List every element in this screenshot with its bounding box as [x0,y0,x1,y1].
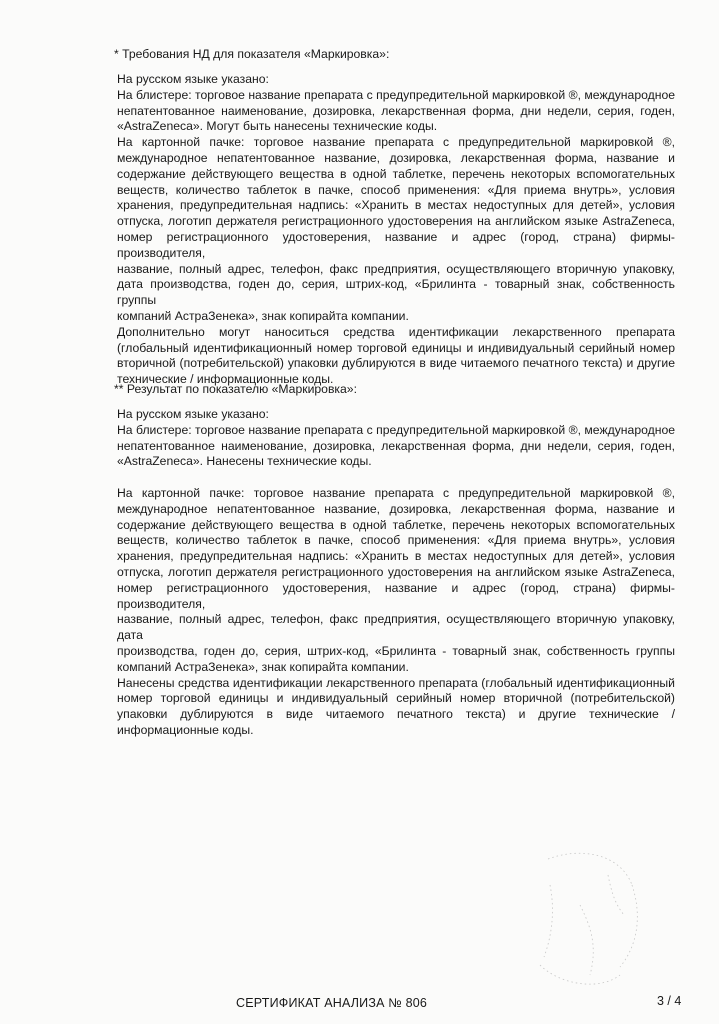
requirements-intro: На русском языке указано: [117,72,269,86]
results-blister-paragraph: На блистере: торговое название препарата с предупредительной маркировкой ®, международное непатентованное наименование, дозировка, лекарственная форма, дни недели, серия, годен, «AstraZeneca». Нанесены технические коды. [117,422,675,469]
faint-stamp-mark [520,845,650,995]
results-section [117,407,675,470]
requirements-heading: * Требования НД для показателя «Маркировка»: [114,47,390,61]
requirements-additional-paragraph: Дополнительно могут наноситься средства идентификации лекарственного препарата (глобальный идентификационный номер торговой единицы и индивидуальный серийный номер вторичной (потребительской) упаковки дублируются в виде читаемого печатного текста) и другие технические / информационные коды. [117,324,675,387]
requirements-section [117,72,675,388]
results-applied-paragraph: Нанесены средства идентификации лекарственного препарата (глобальный идентификационный номер торговой единицы и индивидуальный серийный номер вторичной (потребительской) упаковки дублируются в виде читаемого печатного текста) и другие технические / информационные коды. [117,675,675,737]
results-carton-paragraph: На картонной пачке: торговое название препарата с предупредительной маркировкой ®, международное непатентованное название, дозировка, лекарственная форма, название и содержание действующего вещества в одной таблетке, перечень некоторых вспомогательных веществ, количество таблеток в пачке, способ применения: «Для приема внутрь», условия хранения, предупредительная надпись: «Хранить в местах недоступных для детей», условия отпуска, логотип держателя регистрационного удостоверения на английском языке AstraZeneca, номер регистрационного удостоверения, название и адрес (город, страна) фирмы-производителя, название, полный адрес, телефон, факс предприятия, осуществляющего вторичную упаковку, дата производства, годен до, серия, штрих-код, «Брилинта - товарный знак, собственность группы компаний АстраЗенека», знак копирайта компании. [117,486,675,674]
requirements-blister-paragraph: На блистере: торговое название препарата с предупредительной маркировкой ®, международное непатентованное наименование, дозировка, лекарственная форма, дни недели, серия, годен, «AstraZeneca». Могут быть нанесены технические коды. [117,87,675,134]
certificate-title: СЕРТИФИКАТ АНАЛИЗА № 806 [236,996,428,1010]
results-intro: На русском языке указано: [117,407,269,421]
results-heading: ** Результат по показателю «Маркировка»: [114,382,357,396]
requirements-carton-paragraph: На картонной пачке: торговое название препарата с предупредительной маркировкой ®, международное непатентованное название, дозировка, лекарственная форма, название и содержание действующего вещества в одной таблетке, перечень некоторых вспомогательных веществ, количество таблеток в пачке, способ применения: «Для приема внутрь», условия хранения, предупредительная надпись: «Хранить в местах недоступных для детей», условия отпуска, логотип держателя регистрационного удостоверения на английском языке AstraZeneca, номер регистрационного удостоверения, название и адрес (город, страна) фирмы-производителя, название, полный адрес, телефон, факс предприятия, осуществляющего вторичную упаковку, дата производства, годен до, серия, штрих-код, «Брилинта - товарный знак, собственность группы компаний АстраЗенека», знак копирайта компании. [117,135,675,323]
page-number: 3 / 4 [657,994,682,1008]
results-carton-section [117,486,675,739]
